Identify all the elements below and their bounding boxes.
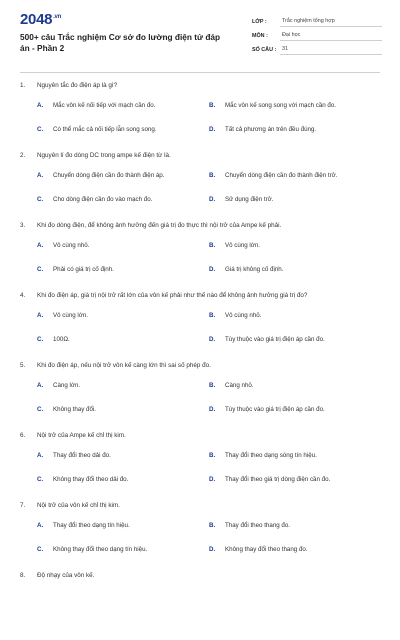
question-text-row xyxy=(20,570,382,586)
option-letter: C. xyxy=(37,406,44,413)
question-text-row xyxy=(20,290,382,306)
option-b[interactable] xyxy=(192,172,382,196)
question-number: 4. xyxy=(20,292,26,299)
option-d[interactable] xyxy=(192,406,382,430)
question-text: Độ nhạy của vôn kế. xyxy=(37,572,95,579)
option-text: Vô cùng lớn. xyxy=(53,312,89,319)
option-a[interactable] xyxy=(20,172,192,196)
option-letter: A. xyxy=(37,102,44,109)
option-letter: D. xyxy=(209,406,216,413)
option-b[interactable] xyxy=(192,452,382,476)
question-text-row xyxy=(20,360,382,376)
meta-key: SỐ CÂU : xyxy=(252,47,277,53)
option-text: Chuyển dòng điện cần đo thành điện áp. xyxy=(53,172,165,179)
option-d[interactable] xyxy=(192,546,382,570)
question-number: 2. xyxy=(20,152,26,159)
question-item xyxy=(20,500,382,570)
option-grid xyxy=(20,102,382,150)
option-text: Càng nhỏ. xyxy=(225,382,254,389)
option-text: Phải có giá trị cố định. xyxy=(53,266,114,273)
option-d[interactable] xyxy=(192,336,382,360)
option-letter: C. xyxy=(37,126,44,133)
option-letter: D. xyxy=(209,196,216,203)
option-text: Cho dòng điện cần đo vào mạch đo. xyxy=(53,196,153,203)
option-c[interactable] xyxy=(20,266,192,290)
option-text: Sử dụng điện trở. xyxy=(225,196,274,203)
option-d[interactable] xyxy=(192,126,382,150)
option-letter: C. xyxy=(37,546,44,553)
option-letter: A. xyxy=(37,452,44,459)
option-text: Thay đổi theo dạng sóng tín hiệu. xyxy=(225,452,317,459)
option-text: Tất cả phương án trên đều đúng. xyxy=(225,126,317,133)
question-text: Nội trở của Ampe kế chỉ thị kim. xyxy=(37,432,126,439)
meta-row-class xyxy=(252,13,382,27)
question-number: 6. xyxy=(20,432,26,439)
option-text: Giá trị không cố định. xyxy=(225,266,284,273)
option-letter: B. xyxy=(209,172,216,179)
option-text: Chuyển dòng điện cần đo thành điện trở. xyxy=(225,172,338,179)
option-grid xyxy=(20,452,382,500)
option-text: Tùy thuộc vào giá trị điện áp cần đo. xyxy=(225,336,325,343)
question-item xyxy=(20,290,382,360)
option-b[interactable] xyxy=(192,102,382,126)
option-b[interactable] xyxy=(192,242,382,266)
question-text-row xyxy=(20,150,382,166)
option-a[interactable] xyxy=(20,452,192,476)
option-c[interactable] xyxy=(20,476,192,500)
option-letter: A. xyxy=(37,522,44,529)
option-text: Thay đổi theo dạng tín hiệu. xyxy=(53,522,130,529)
question-number: 8. xyxy=(20,572,26,579)
option-text: Có thể mắc cả nối tiếp lẫn song song. xyxy=(53,126,157,133)
option-letter: D. xyxy=(209,126,216,133)
question-item xyxy=(20,360,382,430)
option-d[interactable] xyxy=(192,266,382,290)
option-a[interactable] xyxy=(20,102,192,126)
question-item xyxy=(20,150,382,220)
option-letter: B. xyxy=(209,102,216,109)
option-c[interactable] xyxy=(20,196,192,220)
option-letter: B. xyxy=(209,242,216,249)
option-d[interactable] xyxy=(192,476,382,500)
question-text: Nguyên tắc đo điện áp là gì? xyxy=(37,82,118,89)
option-grid xyxy=(20,382,382,430)
question-text-row xyxy=(20,500,382,516)
page-title: 500+ câu Trắc nghiệm Cơ sở đo lường điện tử đáp án - Phần 2 xyxy=(20,32,221,53)
question-number: 3. xyxy=(20,222,26,229)
option-text: Vô cùng lớn. xyxy=(225,242,261,249)
question-number: 1. xyxy=(20,82,26,89)
option-a[interactable] xyxy=(20,242,192,266)
option-letter: B. xyxy=(209,382,216,389)
option-grid xyxy=(20,312,382,360)
question-text-row xyxy=(20,80,382,96)
question-number: 7. xyxy=(20,502,26,509)
option-letter: B. xyxy=(209,312,216,319)
option-letter: C. xyxy=(37,266,44,273)
option-letter: B. xyxy=(209,452,216,459)
option-c[interactable] xyxy=(20,406,192,430)
option-text: 100Ω. xyxy=(53,336,70,343)
meta-row-subject xyxy=(252,27,382,41)
page-header xyxy=(0,0,400,70)
question-item xyxy=(20,220,382,290)
meta-key: LỚP : xyxy=(252,19,267,25)
option-text: Vô cùng nhỏ. xyxy=(53,242,90,249)
option-a[interactable] xyxy=(20,522,192,546)
question-text: Khi đo điện áp, giá trị nội trở rất lớn của vôn kế phải như thế nào để không ảnh hưởng giá trị đo? xyxy=(37,292,308,299)
meta-row-count xyxy=(252,41,382,55)
option-text: Càng lớn. xyxy=(53,382,81,389)
option-text: Thay đổi theo dải đo. xyxy=(53,452,111,459)
option-text: Không thay đổi theo thang đo. xyxy=(225,546,308,553)
question-text-row xyxy=(20,220,382,236)
question-text: Nguyên lí đo dòng DC trong ampe kế điện từ là. xyxy=(37,152,171,159)
option-grid xyxy=(20,522,382,570)
option-letter: A. xyxy=(37,172,44,179)
question-item xyxy=(20,570,382,640)
logo-suffix: .vn xyxy=(53,14,61,20)
option-c[interactable] xyxy=(20,126,192,150)
meta-info xyxy=(252,13,382,55)
option-text: Không thay đổi theo dải đo. xyxy=(53,476,129,483)
question-text-row xyxy=(20,430,382,446)
option-letter: D. xyxy=(209,476,216,483)
option-b[interactable] xyxy=(192,382,382,406)
option-grid xyxy=(20,242,382,290)
option-text: Không thay đổi theo dạng tín hiệu. xyxy=(53,546,148,553)
option-letter: D. xyxy=(209,546,216,553)
option-d[interactable] xyxy=(192,196,382,220)
option-letter: C. xyxy=(37,196,44,203)
option-a[interactable] xyxy=(20,312,192,336)
question-text: Khi đo điện áp, nếu nội trở vôn kế càng lớn thì sai số phép đo. xyxy=(37,362,211,369)
option-letter: D. xyxy=(209,266,216,273)
option-text: Thay đổi theo giá trị dòng điện cần đo. xyxy=(225,476,331,483)
option-text: Thay đổi theo thang đo. xyxy=(225,522,291,529)
question-text: Nội trở của vôn kế chỉ thị kim. xyxy=(37,502,120,509)
site-logo[interactable] xyxy=(20,11,61,28)
meta-key: MÔN : xyxy=(252,33,268,39)
option-text: Mắc vôn kế song song với mạch cần đo. xyxy=(225,102,337,109)
option-letter: A. xyxy=(37,242,44,249)
option-a[interactable] xyxy=(20,382,192,406)
option-letter: A. xyxy=(37,312,44,319)
logo-text: 2048 xyxy=(20,11,53,28)
meta-value: 31 xyxy=(280,46,382,55)
option-letter: C. xyxy=(37,336,44,343)
option-b[interactable] xyxy=(192,522,382,546)
option-text: Vô cùng nhỏ. xyxy=(225,312,262,319)
option-c[interactable] xyxy=(20,546,192,570)
question-list xyxy=(20,80,382,640)
option-text: Tùy thuộc vào giá trị điện áp cần đo. xyxy=(225,406,325,413)
option-c[interactable] xyxy=(20,336,192,360)
question-item xyxy=(20,80,382,150)
question-item xyxy=(20,430,382,500)
option-letter: B. xyxy=(209,522,216,529)
meta-value: Đại học xyxy=(280,32,382,41)
question-text: Khi đo dòng điện, để không ảnh hưởng đến giá trị đo thực thì nội trở của Ampe kế phải. xyxy=(37,222,282,229)
header-divider xyxy=(20,72,380,73)
option-text: Mắc vôn kế nối tiếp với mạch cần đo. xyxy=(53,102,156,109)
meta-value: Trắc nghiệm tổng hợp xyxy=(280,18,382,27)
question-number: 5. xyxy=(20,362,26,369)
option-text: Không thay đổi. xyxy=(53,406,97,413)
option-letter: D. xyxy=(209,336,216,343)
option-letter: A. xyxy=(37,382,44,389)
option-letter: C. xyxy=(37,476,44,483)
option-b[interactable] xyxy=(192,312,382,336)
option-grid xyxy=(20,172,382,220)
